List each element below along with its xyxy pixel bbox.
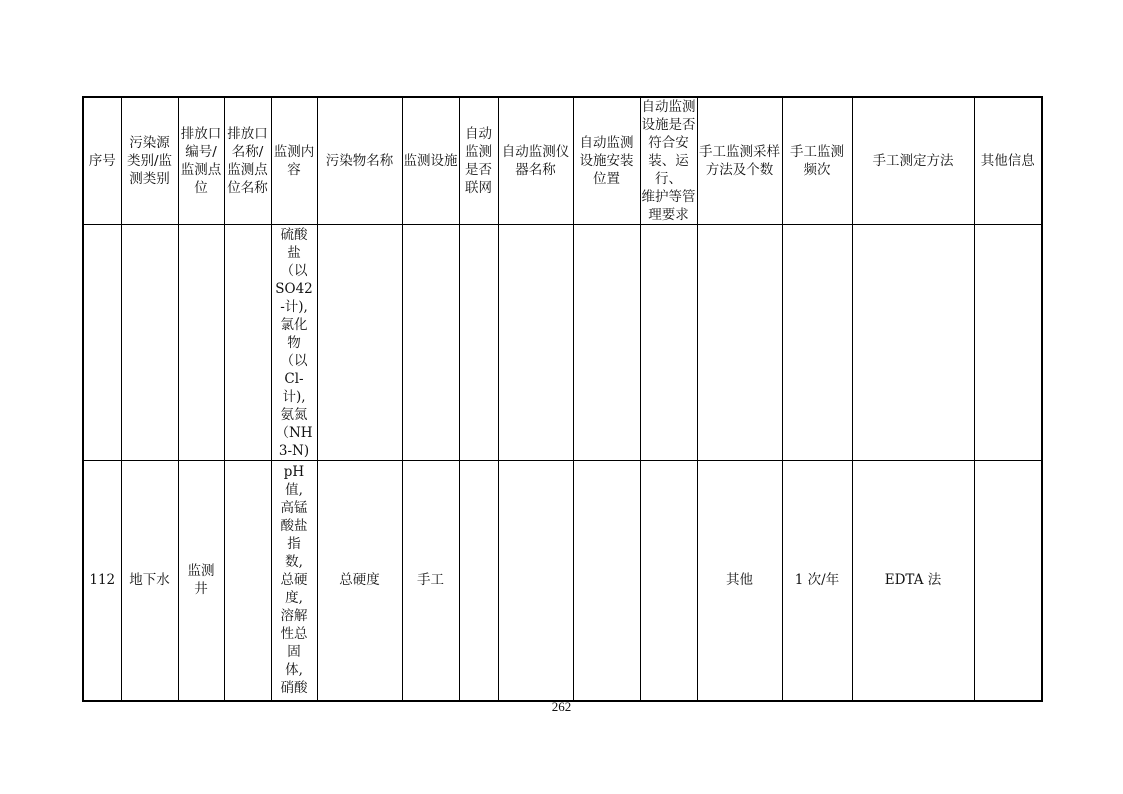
table-cell [640, 225, 697, 461]
table-cell: pH 值, 高锰 酸盐 指 数, 总硬 度, 溶解 性总 固 体, 硝酸 [271, 461, 317, 701]
header-cell: 序号 [83, 97, 121, 225]
table-cell [498, 461, 573, 701]
header-cell: 自动监测仪 器名称 [498, 97, 573, 225]
table-cell [402, 225, 459, 461]
header-cell: 手工监测采样 方法及个数 [697, 97, 782, 225]
header-cell: 排放口 名称/ 监测点 位名称 [224, 97, 271, 225]
table-cell [974, 461, 1042, 701]
table-cell [782, 225, 852, 461]
table-cell [459, 225, 498, 461]
header-cell: 手工测定方法 [852, 97, 974, 225]
header-cell: 自动 监测 是否 联网 [459, 97, 498, 225]
header-row [83, 97, 1042, 225]
table-cell: EDTA 法 [852, 461, 974, 701]
header-cell: 污染物名称 [317, 97, 402, 225]
table-cell [697, 225, 782, 461]
header-cell: 手工监测 频次 [782, 97, 852, 225]
table-cell [224, 225, 271, 461]
table-cell [178, 225, 224, 461]
page-number: 262 [551, 699, 572, 714]
table-cell [640, 461, 697, 701]
table-cell [459, 461, 498, 701]
header-cell: 其他信息 [974, 97, 1042, 225]
table-row [83, 225, 1042, 461]
table-cell [498, 225, 573, 461]
header-cell: 自动监测 设施安装 位置 [573, 97, 640, 225]
header-cell: 自动监测 设施是否 符合安 装、运行、 维护等管 理要求 [641, 99, 696, 223]
table-cell [121, 225, 178, 461]
header-cell: 监测设施 [402, 97, 459, 225]
monitoring-table [82, 96, 1043, 702]
table-cell [224, 461, 271, 701]
header-cell: 监测内 容 [271, 97, 317, 225]
table-cell: 手工 [402, 461, 459, 701]
table-cell [573, 461, 640, 701]
table-cell [317, 225, 402, 461]
table-row [83, 461, 1042, 701]
header-cell: 排放口 编号/ 监测点 位 [178, 97, 224, 225]
table-cell [573, 225, 640, 461]
table-cell: 监测 井 [178, 461, 224, 701]
table-cell: 地下水 [121, 461, 178, 701]
header-cell: 污染源 类别/监 测类别 [121, 97, 178, 225]
table-cell: 总硬度 [317, 461, 402, 701]
table-cell [852, 225, 974, 461]
table-cell: 其他 [697, 461, 782, 701]
table-cell [83, 225, 121, 461]
table-cell: 1 次/年 [782, 461, 852, 701]
table-cell: 硫酸 盐 （以 SO42 -计), 氯化 物 （以 Cl- 计), 氨氮 （NH 3-N) [271, 225, 317, 461]
table-cell [974, 225, 1042, 461]
table-cell: 112 [83, 461, 121, 701]
